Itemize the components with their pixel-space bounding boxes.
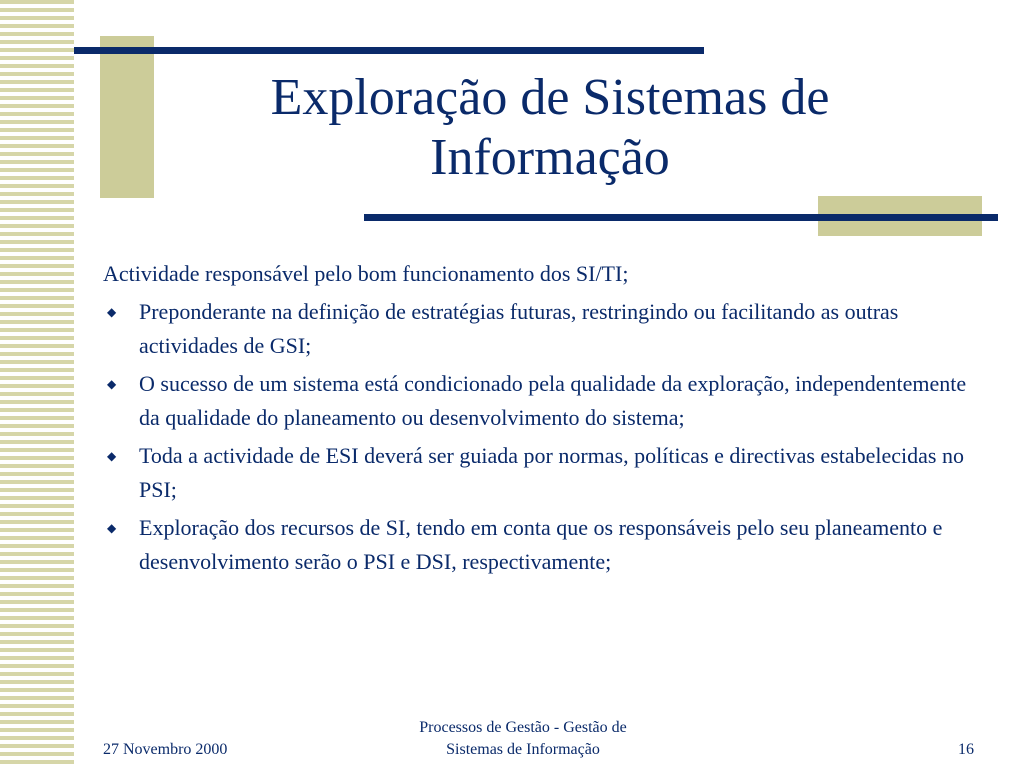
left-stripe-decoration: [0, 0, 74, 768]
title-accent-block-top: [100, 36, 154, 198]
bullet-item: [103, 295, 983, 363]
footer-course-title: [358, 717, 688, 761]
slide-title-line-1: Exploração de Sistemas de: [270, 69, 830, 126]
footer-date: 27 Novembro 2000: [103, 741, 228, 758]
footer-course-title-line-2: Sistemas de Informação: [446, 741, 600, 758]
bullet-item: [103, 511, 983, 579]
bullet-text: Exploração dos recursos de SI, tendo em conta que os responsáveis pelo seu planeamento e desenvolvimento serão o PSI e DSI, respectivamente;: [139, 515, 943, 574]
diamond-bullet-icon: ◆: [107, 377, 117, 391]
bullet-list: [103, 295, 983, 579]
footer-course-title-line-1: Processos de Gestão - Gestão de: [419, 719, 627, 736]
bullet-text: Preponderante na definição de estratégias futuras, restringindo ou facilitando as outras actividades de GSI;: [139, 299, 899, 358]
diamond-bullet-icon: ◆: [107, 521, 117, 535]
footer-page-number: 16: [958, 741, 974, 758]
diamond-bullet-icon: ◆: [107, 305, 117, 319]
slide-title-line-2: Informação: [430, 129, 670, 186]
bullet-item: [103, 439, 983, 507]
title-rule-top: [74, 47, 704, 54]
bullet-text: O sucesso de um sistema está condicionado pela qualidade da exploração, independentemente da qualidade do planeamento ou desenvolvimento do sistema;: [139, 371, 967, 430]
title-rule-bottom: [364, 214, 998, 221]
slide-title: [150, 68, 950, 188]
diamond-bullet-icon: ◆: [107, 449, 117, 463]
intro-text: Actividade responsável pelo bom funcionamento dos SI/TI;: [103, 261, 629, 286]
slide-body: [103, 257, 983, 583]
bullet-item: [103, 367, 983, 435]
bullet-text: Toda a actividade de ESI deverá ser guiada por normas, políticas e directivas estabelecidas no PSI;: [139, 443, 964, 502]
